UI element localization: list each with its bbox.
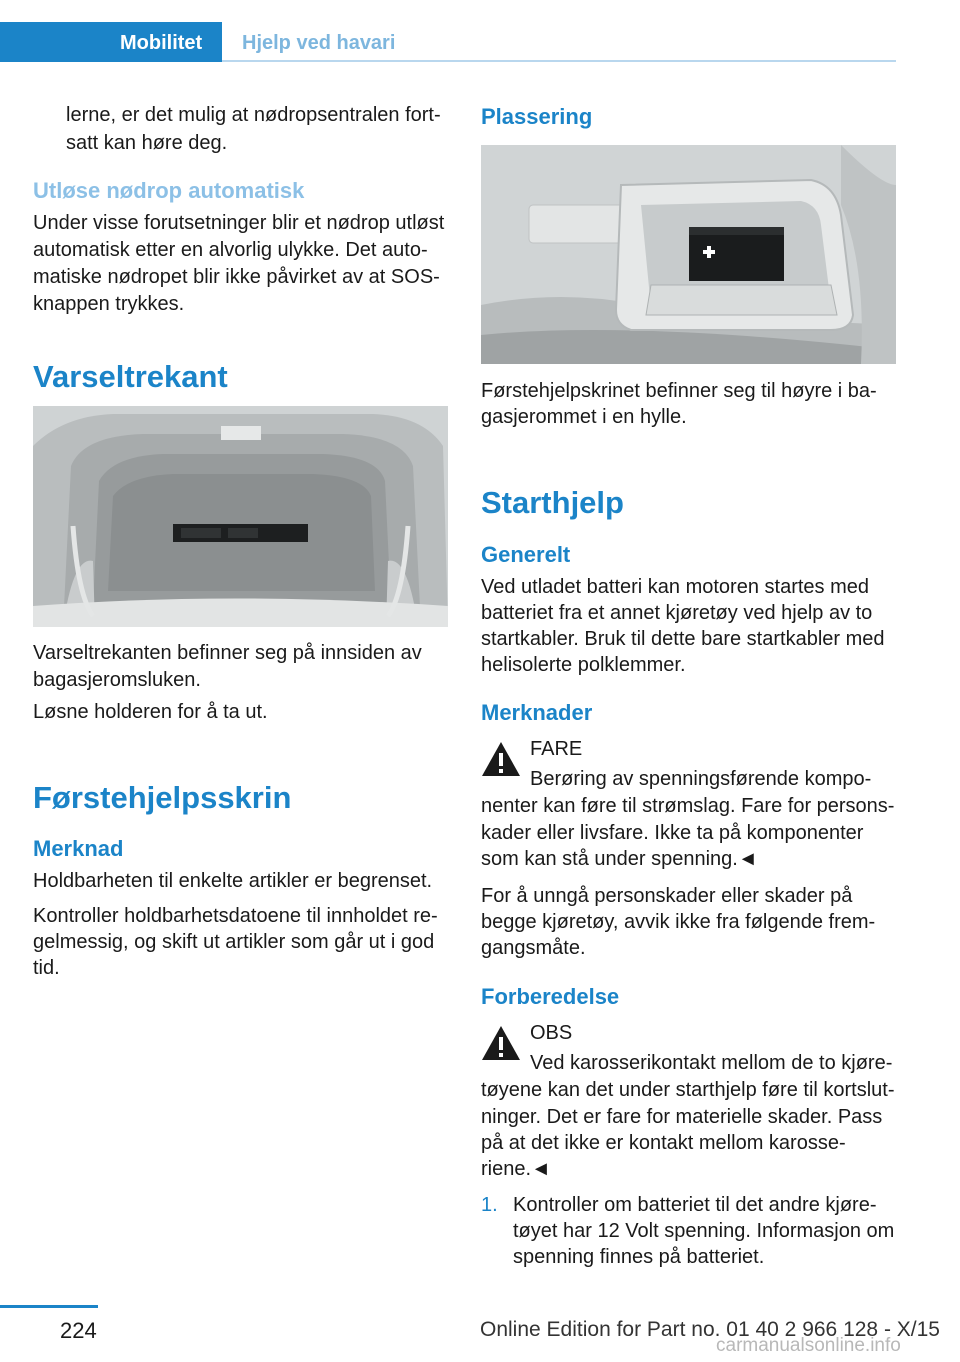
- heading-varseltrekant: Varseltrekant: [33, 359, 228, 394]
- body-text: Under visse forutsetninger blir et nødrop utløst: [33, 212, 445, 234]
- body-text: på at det ikke er kontakt mellom karosse-: [481, 1132, 846, 1154]
- body-text: For å unngå personskader eller skader på: [481, 885, 853, 907]
- body-text: gangsmåte.: [481, 937, 586, 959]
- body-text: Berøring av spenningsførende kompo-: [530, 768, 872, 790]
- body-text: kader eller livsfare. Ikke ta på komponenter: [481, 822, 864, 844]
- body-text: som kan stå under spenning.◄: [481, 848, 758, 870]
- step-text: Kontroller om batteriet til det andre kjøre-: [513, 1194, 877, 1216]
- body-text: helisolerte polklemmer.: [481, 654, 686, 676]
- body-text: Ved karosserikontakt mellom de to kjøre-: [530, 1052, 893, 1074]
- subheading-merknader: Merknader: [481, 700, 593, 725]
- body-text: Løsne holderen for å ta ut.: [33, 701, 268, 723]
- body-text: gelmessig, og skift ut artikler som går ut i god: [33, 931, 435, 953]
- body-text: tøyene kan det under starthjelp føre til kortslut-: [481, 1079, 895, 1101]
- subheading-forberedelse: Forberedelse: [481, 984, 620, 1009]
- body-text: Førstehjelpskrinet befinner seg til høyre i ba-: [481, 380, 877, 402]
- tab-mobilitet[interactable]: [0, 22, 222, 62]
- subheading-merknad: Merknad: [33, 836, 124, 861]
- body-text: tid.: [33, 957, 60, 979]
- body-text: bagasjeromsluken.: [33, 669, 201, 691]
- page-number: 224: [60, 1318, 97, 1343]
- warning-triangle-icon: [481, 741, 521, 777]
- body-text: gasjerommet i en hylle.: [481, 406, 687, 428]
- body-text: Kontroller holdbarhetsdatoene til innholdet re-: [33, 905, 438, 927]
- footer-rule: [0, 1305, 98, 1308]
- chapter-tabs: [0, 22, 896, 62]
- body-text: knappen trykkes.: [33, 293, 185, 315]
- tab-hjelp-ved-havari[interactable]: Hjelp ved havari: [242, 32, 396, 54]
- body-text: ninger. Det er fare for materielle skader. Pass: [481, 1106, 883, 1128]
- body-text: lerne, er det mulig at nødropsentralen fort-: [66, 104, 441, 126]
- header-rule: [222, 60, 896, 62]
- edition-note: Online Edition for Part no. 01 40 2 966 128 - X/15: [480, 1318, 940, 1341]
- warning-label-obs: OBS: [530, 1022, 573, 1044]
- subheading-generelt: Generelt: [481, 542, 571, 567]
- heading-forstehjelpsskrin: Førstehjelpsskrin: [33, 780, 292, 815]
- body-text: startkabler. Bruk til dette bare startkabler med: [481, 628, 885, 650]
- body-text: satt kan høre deg.: [66, 132, 228, 154]
- body-text: begge kjøretøy, avvik ikke fra følgende frem-: [481, 911, 876, 933]
- body-text: batteriet fra et annet kjøretøy ved hjelp av to: [481, 602, 873, 624]
- body-text: Holdbarheten til enkelte artikler er begrenset.: [33, 870, 433, 892]
- first-aid-kit-photo: [481, 145, 896, 364]
- body-text: Varseltrekanten befinner seg på innsiden av: [33, 642, 422, 664]
- step-text: tøyet har 12 Volt spenning. Informasjon om: [513, 1220, 895, 1242]
- subheading-plassering: Plassering: [481, 104, 593, 129]
- body-text: riene.◄: [481, 1158, 551, 1180]
- subheading-auto-emergency: Utløse nødrop automatisk: [33, 178, 305, 203]
- body-text: matiske nødropet blir ikke påvirket av at SOS-: [33, 266, 440, 288]
- warning-label-fare: FARE: [530, 738, 583, 760]
- tab-mobilitet-label: Mobilitet: [120, 32, 203, 54]
- warning-triangle-icon: [481, 1025, 521, 1061]
- watermark: carmanualsonline.info: [716, 1335, 901, 1356]
- step-number: 1.: [481, 1194, 498, 1216]
- trunk-lid-photo: [33, 406, 448, 627]
- body-text: automatisk etter en alvorlig ulykke. Det auto-: [33, 239, 428, 261]
- heading-starthjelp: Starthjelp: [481, 485, 624, 520]
- step-text: spenning finnes på batteriet.: [513, 1246, 765, 1268]
- body-text: nenter kan føre til strømslag. Fare for persons-: [481, 795, 895, 817]
- body-text: Ved utladet batteri kan motoren startes med: [481, 576, 869, 598]
